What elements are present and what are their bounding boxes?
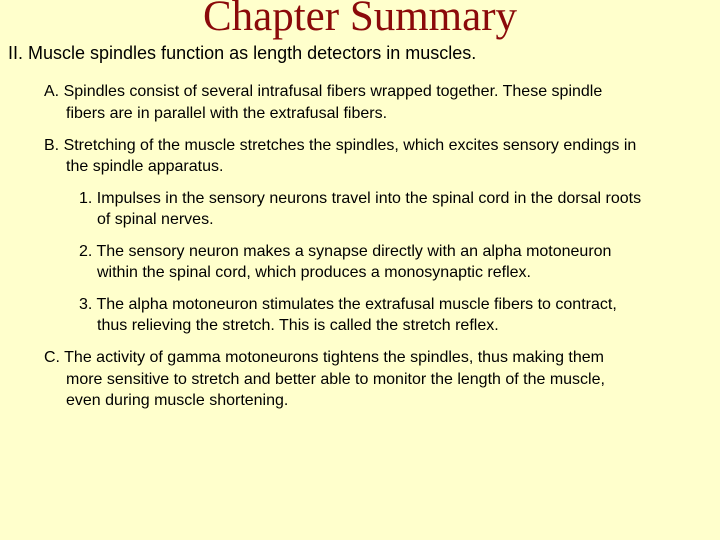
item-c-line-2: more sensitive to stretch and better able to monitor the length of the muscle,	[66, 371, 605, 388]
subitem-1-line-2: of spinal nerves.	[97, 211, 214, 228]
item-a-line-1: A. Spindles consist of several intrafusal fibers wrapped together. These spindle	[44, 83, 603, 100]
item-a-line-2: fibers are in parallel with the extrafusal fibers.	[66, 105, 388, 122]
subitem-2-line-2: within the spinal cord, which produces a monosynaptic reflex.	[97, 264, 531, 281]
item-c-line-3: even during muscle shortening.	[66, 392, 289, 409]
subitem-1-line-1: 1. Impulses in the sensory neurons travel into the spinal cord in the dorsal roots	[79, 190, 642, 207]
subitem-3-line-1: 3. The alpha motoneuron stimulates the extrafusal muscle fibers to contract,	[79, 296, 617, 313]
item-c-line-1: C. The activity of gamma motoneurons tightens the spindles, thus making them	[44, 349, 604, 366]
subitem-2-line-1: 2. The sensory neuron makes a synapse directly with an alpha motoneuron	[79, 243, 612, 260]
main-point: II. Muscle spindles function as length detectors in muscles.	[8, 43, 477, 63]
item-b-line-2: the spindle apparatus.	[66, 158, 224, 175]
item-b-line-1: B. Stretching of the muscle stretches the spindles, which excites sensory endings in	[44, 137, 637, 154]
subitem-3-line-2: thus relieving the stretch. This is called the stretch reflex.	[97, 317, 499, 334]
slide-title: Chapter Summary	[202, 0, 518, 40]
